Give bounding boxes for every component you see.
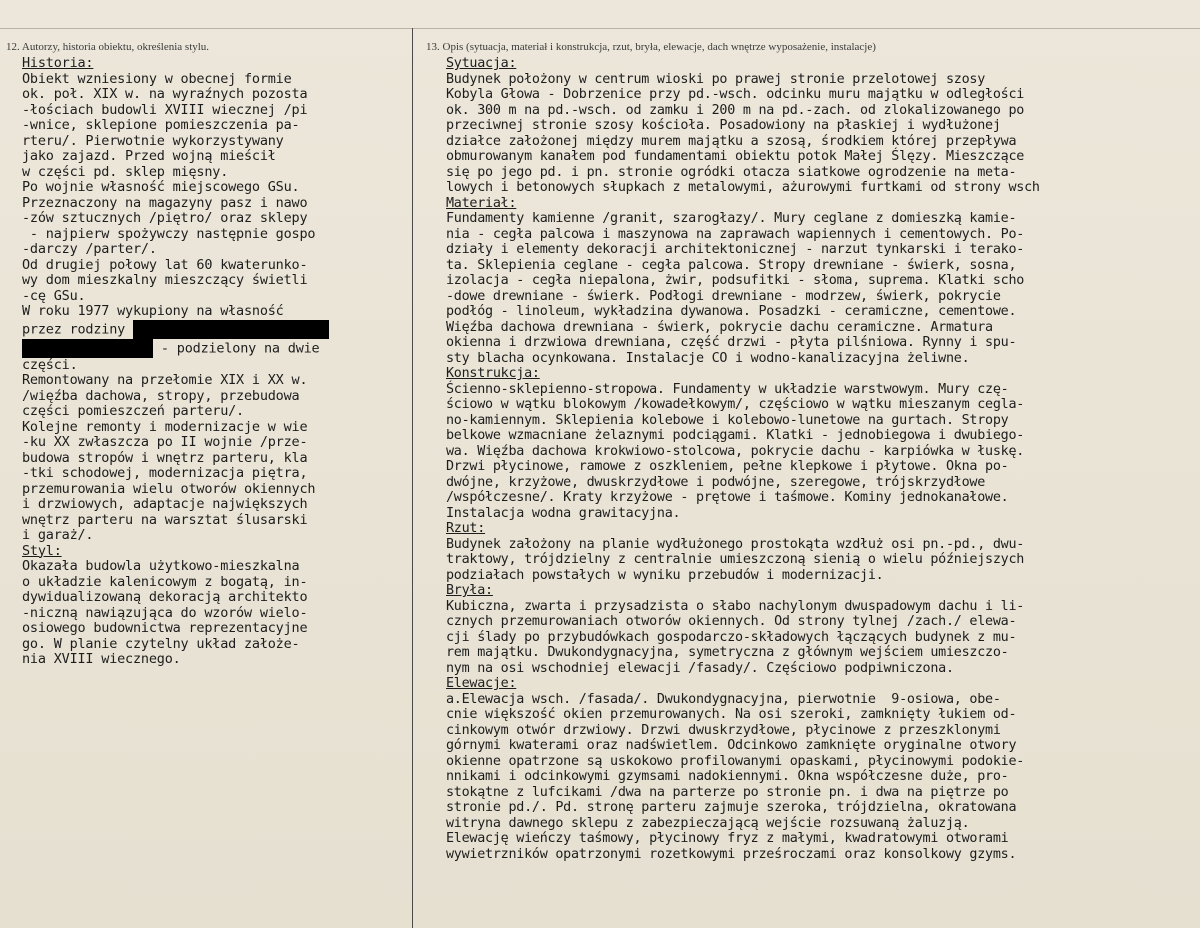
text-line: obmurowanym kanałem pod fundamentami obiektu potok Małej Ślęzy. Mieszczące xyxy=(446,149,1025,164)
text-line: Instalacja wodna grawitacyjna. xyxy=(446,505,681,521)
text-line: ok. 300 m na pd.-wsch. od zamku i 200 m na pd.-zach. od zlokalizowanego po xyxy=(446,102,1025,118)
text-line: Budynek położony w centrum wioski po prawej stronie przelotowej szosy xyxy=(446,71,986,87)
text-line: działce założonej między murem majątku a szosą, środkiem której przepływa xyxy=(446,133,1017,149)
text-line: -zów sztucznych /piętro/ oraz sklepy xyxy=(22,210,308,226)
text-line: traktowy, trójdzielny z centralnie umieszczoną sienią o wielu późniejszych xyxy=(446,552,1025,567)
text-line: Obiekt wzniesiony w obecnej formie xyxy=(22,70,292,87)
text-line: ok. poł. XIX w. na wyraźnych pozosta xyxy=(22,86,308,102)
text-line: ściowo w wątku blokowym /kowadełkowym/, częściowo w wątku mieszanym cegla- xyxy=(446,397,1025,412)
text-line: i drzwiowych, adaptacje największych xyxy=(22,496,308,512)
text-line: /więźba dachowa, stropy, przebudowa xyxy=(22,387,300,404)
text-line: Kubiczna, zwarta i przysadzista o słabo nachylonym dwuspadowym dachu i li- xyxy=(446,598,1025,614)
purchase-line: W roku 1977 wykupiony na własność xyxy=(22,303,284,319)
text-line: nym na osi wschodniej elewacji /fasady/. Częściowo podpiwniczona. xyxy=(446,660,954,676)
text-line: jako zajazd. Przed wojną mieścił xyxy=(22,148,276,164)
text-line: podziałach powstałych w wyniku przebudów i modernizacji. xyxy=(446,567,884,583)
section-heading: Konstrukcja: xyxy=(446,366,540,381)
text-line: Okazała budowla użytkowo-mieszkalna xyxy=(22,558,300,574)
right-column xyxy=(426,40,1198,862)
text-line: cnie większość okien przemurowanych. Na osi szeroki, zamknięty łukiem od- xyxy=(446,707,1017,722)
text-line: w części pd. sklep mięsny. xyxy=(22,163,229,180)
text-line: osiowego budownictwa reprezentacyjne xyxy=(22,620,308,636)
section-heading: Bryła: xyxy=(446,583,493,598)
top-rule xyxy=(0,28,1200,29)
redaction-bar xyxy=(133,320,329,339)
text-line: dwójne, krzyżowe, dwuskrzydłowe i podwójne, szeregowe, trójskrzydłowe xyxy=(446,474,986,490)
purchase-line-end: części. xyxy=(22,356,78,373)
text-line: nia XVIII wiecznego. xyxy=(22,651,181,667)
redaction-bar xyxy=(22,339,153,358)
purchase-line-split xyxy=(22,339,407,358)
text-line: -ku XX zwłaszcza po II wojnie /prze- xyxy=(22,434,308,450)
text-line: nnikami i odcinkowymi gzymsami nadokiennymi. Okna współczesne duże, pro- xyxy=(446,769,1009,784)
description-sections xyxy=(446,56,1198,862)
text-line: działy i elementy dekoracji architektonicznej - narzut tynkarski i terako- xyxy=(446,242,1025,257)
text-line: górnymi kwaterami oraz nadświetlem. Odcinkowo zamknięte oryginalne otwory xyxy=(446,738,1017,753)
text-line: belkowe wzmacniane żelaznymi podciągami. Klatki - jednobiegowa i dwubiego- xyxy=(446,428,1025,443)
text-line: Kobyla Głowa - Dobrzenice przy pd.-wsch. odcinku muru majątku w odległości xyxy=(446,87,1025,102)
text-line: no-kamiennym. Sklepienia kolebowe i kolebowo-lunetowe na gurtach. Stropy xyxy=(446,412,1009,428)
purchase-owners-text: przez rodziny xyxy=(22,321,126,337)
right-column-title: 13. Opis (sytuacja, materiał i konstrukcja, rzut, bryła, elewacje, dach wnętrze wyposażenie, instalacje) xyxy=(426,41,876,53)
text-line: cznych przemurowaniach otworów okiennych. Od strony tylnej /zach./ elewa- xyxy=(446,614,1017,629)
text-line: Drzwi płycinowe, ramowe z oszkleniem, pełne klepkowe i płytowe. Okna po- xyxy=(446,459,1009,474)
style-text xyxy=(22,559,407,668)
text-line: podłóg - linoleum, wykładzina dywanowa. Posadzki - ceramiczne, cementowe. xyxy=(446,304,1017,319)
text-line: -niczną nawiązująca do wzorów wielo- xyxy=(22,604,308,621)
text-line: -wnice, sklepione pomieszczenia pa- xyxy=(22,117,300,133)
text-line: Remontowany na przełomie XIX i XX w. xyxy=(22,372,308,388)
text-line: okienna i drzwiowa drewniana, część drzwi - płyta pilśniowa. Rynny i spu- xyxy=(446,335,1017,350)
text-line: -tki schodowej, modernizacja piętra, xyxy=(22,465,308,481)
text-line: wa. Więźba dachowa krokwiowo-stolcowa, pokrycie dachu - karpiówka w łuskę. xyxy=(446,443,1025,459)
purchase-split-text: - podzielony na dwie xyxy=(153,340,320,356)
text-line: się po jego pd. i pn. stronie ogródki otacza siatkowe ogrodzenie na meta- xyxy=(446,164,1017,180)
history-text-continued xyxy=(22,373,407,544)
purchase-line-owners xyxy=(22,320,407,339)
text-line: -dowe drewniane - świerk. Podłogi drewniane - modrzew, świerk, pokrycie xyxy=(446,288,1001,304)
text-line: budowa stropów i wnętrz parteru, kla xyxy=(22,449,308,466)
section-heading: Materiał: xyxy=(446,195,517,211)
history-heading: Historia: xyxy=(22,55,94,71)
text-line: dywidualizowaną dekoracją architekto xyxy=(22,589,308,605)
text-line: cinkowym otwór drzwiowy. Drzwi dwuskrzydłowe, płycinowe z przeszklonymi xyxy=(446,722,1001,738)
text-line: a.Elewacja wsch. /fasada/. Dwukondygnacyjna, pierwotnie 9-osiowa, obe- xyxy=(446,691,1001,707)
text-line: -cę GSu. xyxy=(22,287,86,304)
text-line: nia - cegła palcowa i maszynowa na zaprawach wapiennych i cementowych. Po- xyxy=(446,226,1025,242)
text-line: Przeznaczony na magazyny pasz i nawo xyxy=(22,194,308,211)
text-line: cji ślady po przybudówkach gospodarczo-składowych łączących budynek z mu- xyxy=(446,629,1017,645)
text-line: -łościach budowli XVIII wiecznej /pi xyxy=(22,101,308,118)
text-line: - najpierw spożywczy następnie gospo xyxy=(22,225,316,242)
left-column xyxy=(6,40,407,668)
text-line: Budynek założony na planie wydłużonego prostokąta wzdłuż osi pn.-pd., dwu- xyxy=(446,536,1025,552)
section-heading: Sytuacja: xyxy=(446,56,517,71)
text-line: /współczesne/. Kraty krzyżowe - prętowe i taśmowe. Kominy jednokanałowe. xyxy=(446,490,1009,505)
text-line: Fundamenty kamienne /granit, szarogłazy/. Mury ceglane z domieszką kamie- xyxy=(446,211,1017,226)
text-line: ta. Sklepienia ceglane - cegła palcowa. Stropy drewniane - świerk, sosna, xyxy=(446,257,1017,273)
text-line: rem majątku. Dwukondygnacyjna, symetryczna z głównym wejściem umieszczo- xyxy=(446,645,1009,660)
text-line: przemurowania wielu otworów okiennych xyxy=(22,480,316,497)
text-line: -darczy /parter/. xyxy=(22,241,157,257)
text-line: Kolejne remonty i modernizacje w wie xyxy=(22,418,308,435)
text-line: sty blacha ocynkowana. Instalacje CO i wodno-kanalizacyjna żeliwne. xyxy=(446,350,970,366)
history-text xyxy=(22,72,407,305)
text-line: Więźba dachowa drewniana - świerk, pokrycie dachu ceramiczne. Armatura xyxy=(446,319,993,335)
text-line: witryna dawnego sklepu z zabezpieczającą wejście rozsuwaną żaluzją. xyxy=(446,815,970,831)
text-line: Od drugiej połowy lat 60 kwaterunko- xyxy=(22,256,308,273)
text-line: izolacja - cegła niepalona, żwir, podsufitki - słoma, suprema. Klatki scho xyxy=(446,273,1025,288)
text-line: wy dom mieszkalny mieszczący świetli xyxy=(22,272,308,288)
text-line: stronie pd./. Pd. stronę parteru zajmuje szeroka, trójdzielna, okratowana xyxy=(446,800,1017,815)
style-heading: Styl: xyxy=(22,542,62,559)
left-column-title: 12. Autorzy, historia obiektu, określenia stylu. xyxy=(6,41,210,53)
text-line: Po wojnie własność miejscowego GSu. xyxy=(22,179,300,195)
text-line: wywietrzników opatrzonymi rozetkowymi prześroczami oraz konsolkowy gzyms. xyxy=(446,846,1017,862)
text-line: przeciwnej stronie szosy kościoła. Posadowiony na płaskiej i wydłużonej xyxy=(446,118,1001,133)
text-line: Ścienno-sklepienno-stropowa. Fundamenty w układzie warstwowym. Mury czę- xyxy=(446,381,1009,397)
text-line: okienne opatrzone są uskokowo profilowanymi opaskami, płycinowymi podokie- xyxy=(446,753,1025,769)
text-line: wnętrz parteru na warsztat ślusarski xyxy=(22,511,308,528)
text-line: Elewację wieńczy taśmowy, płycinowy fryz z małymi, kwadratowymi otworami xyxy=(446,831,1009,846)
text-line: lowych i betonowych słupkach z metalowymi, ażurowymi furtkami od strony wsch xyxy=(446,180,1040,195)
text-line: i garaż/. xyxy=(22,527,94,543)
text-line: rteru/. Pierwotnie wykorzystywany xyxy=(22,132,284,149)
column-divider xyxy=(412,28,413,928)
text-line: stokątne z lufcikami /dwa na parterze po stronie pn. i dwa na piętrze po xyxy=(446,784,1009,800)
section-heading: Elewacje: xyxy=(446,676,517,691)
text-line: o układzie kalenicowym z bogatą, in- xyxy=(22,573,308,590)
text-line: części pomieszczeń parteru/. xyxy=(22,403,244,419)
text-line: go. W planie czytelny układ założe- xyxy=(22,635,300,652)
section-heading: Rzut: xyxy=(446,521,486,536)
